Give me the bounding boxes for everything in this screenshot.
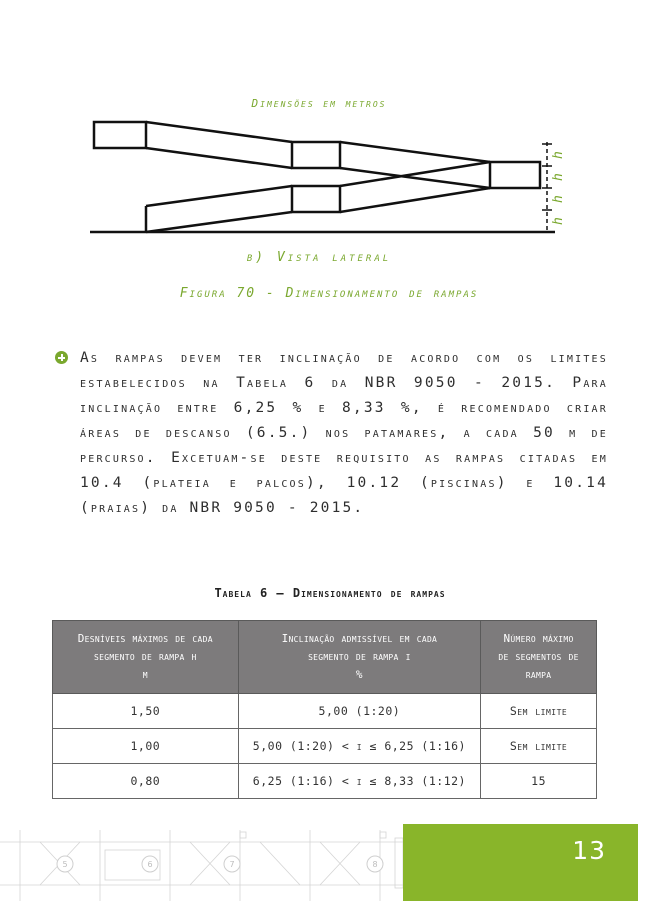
figure-caption: Figura 70 - Dimensionamento de rampas <box>179 286 479 301</box>
cell-height: 0,80 <box>53 764 239 799</box>
header-height: Desníveis máximos de cada segmento de rampa h m <box>53 621 239 694</box>
ramp-side-view-diagram <box>90 112 566 237</box>
ramp-dimension-table <box>52 620 597 799</box>
plan-marker: 5 <box>62 860 68 869</box>
cell-height: 1,00 <box>53 729 239 764</box>
header-inclination: Inclinação admissível em cada segmento de rampa i % <box>238 621 481 694</box>
cell-inclination: 5,00 (1:20) <box>238 694 481 729</box>
page-number: 13 <box>572 836 606 865</box>
dimension-label: Dimensões em metros <box>251 97 387 110</box>
plan-marker: 6 <box>147 860 153 869</box>
plan-marker: 8 <box>372 860 378 869</box>
view-label: b) Vista lateral <box>246 250 392 265</box>
dim-h-label: h <box>551 195 566 203</box>
table-row <box>53 764 597 799</box>
cell-inclination: 6,25 (1:16) < i ≤ 8,33 (1:12) <box>238 764 481 799</box>
dim-h-label: h <box>551 173 566 181</box>
plan-marker: 7 <box>229 860 235 869</box>
cell-segments: Sem limite <box>481 694 597 729</box>
header-segments: Número máximo de segmentos de rampa <box>481 621 597 694</box>
bullet-icon <box>55 351 68 364</box>
table-row <box>53 694 597 729</box>
table-header-row <box>53 621 597 694</box>
table-title: Tabela 6 – Dimensionamento de rampas <box>214 586 446 600</box>
dim-h-label: h <box>551 151 566 159</box>
cell-inclination: 5,00 (1:20) < i ≤ 6,25 (1:16) <box>238 729 481 764</box>
cell-height: 1,50 <box>53 694 239 729</box>
dim-h-label: h <box>551 217 566 225</box>
table-row <box>53 729 597 764</box>
cell-segments: 15 <box>481 764 597 799</box>
page-number-box <box>403 824 638 901</box>
body-paragraph: As rampas devem ter inclinação de acordo com os limites estabelecidos na Tabela 6 da NBR 9050 - 2015. Para inclinação entre 6,25 % e 8,33 %, é recomendado criar áreas de descanso (6.5.) nos patamares, a cada 50 m de percurso. Excetuam-se deste requisito as rampas citadas em 10.4 (plateia e palcos), 10.12 (piscinas) e 10.14 (praias) da NBR 9050 - 2015. <box>80 350 608 516</box>
cell-segments: Sem limite <box>481 729 597 764</box>
